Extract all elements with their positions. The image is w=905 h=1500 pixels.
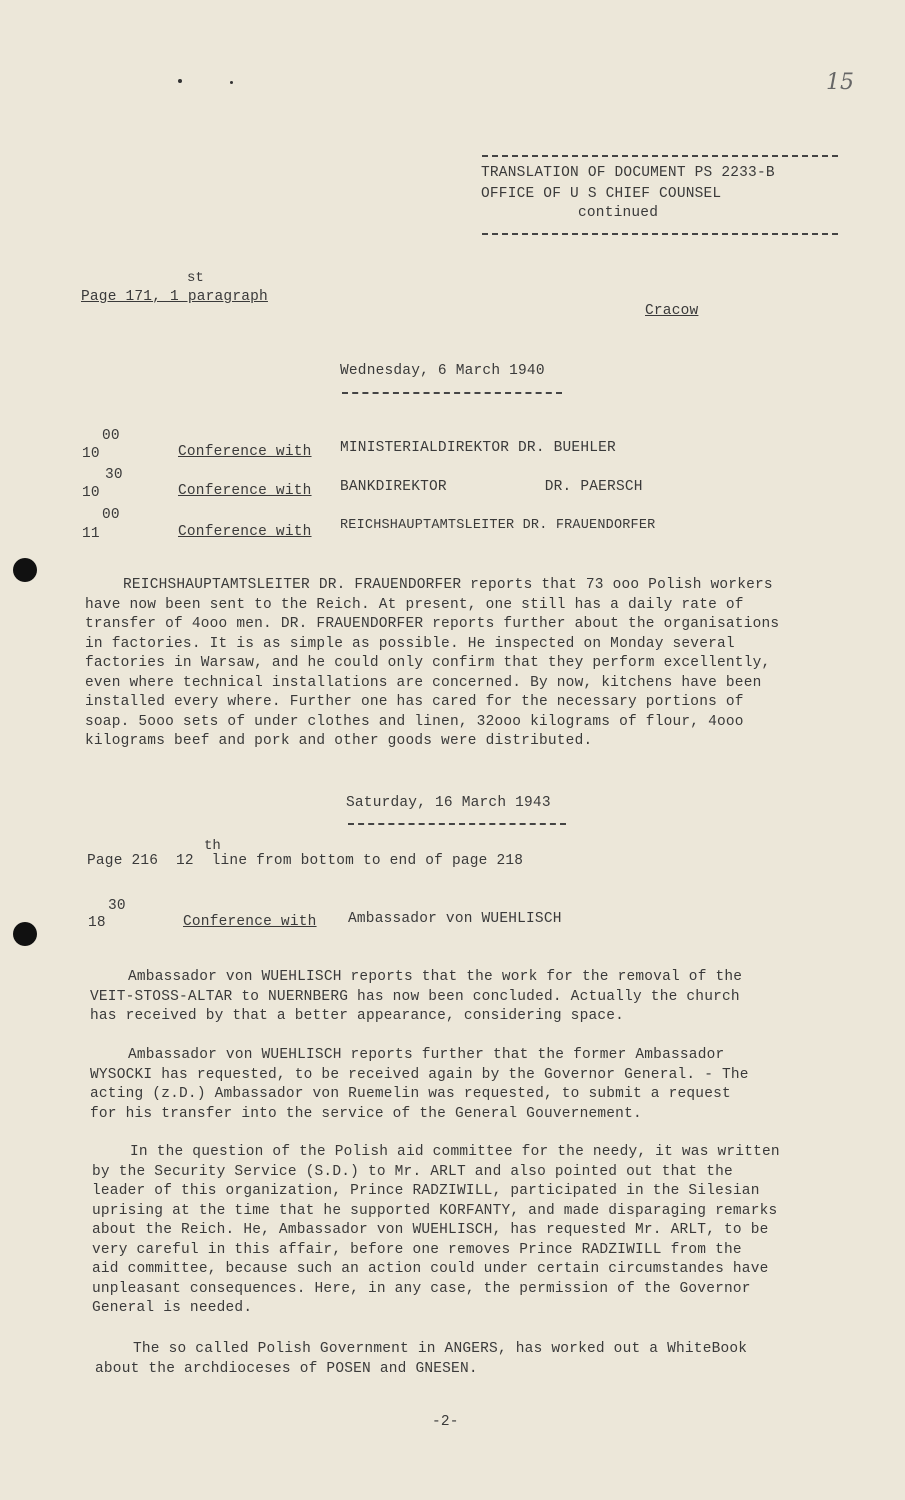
- date-rule-2: [348, 823, 566, 825]
- paragraph-4: [92, 1143, 780, 1319]
- ref2-text: Page 216 12 line from bottom to end of page 218: [87, 853, 524, 869]
- text-line: General is needed.: [92, 1300, 253, 1316]
- entry-label: Conference with: [183, 914, 317, 930]
- schedule-who: MINISTERIALDIREKTOR DR. BUEHLER: [340, 440, 616, 456]
- header-continued: continued: [578, 205, 659, 221]
- schedule-label: Conference with: [178, 444, 312, 460]
- text-line: WYSOCKI has requested, to be received again by the Governor General. - The: [90, 1066, 749, 1083]
- text-line: factories in Warsaw, and he could only confirm that they perform excellently,: [85, 655, 771, 671]
- date-heading-1: Wednesday, 6 March 1940: [340, 363, 545, 379]
- text-line: by the Security Service (S.D.) to Mr. ARLT and also pointed out that the: [92, 1163, 733, 1180]
- text-line: installed every where. Further one has cared for the necessary portions of: [85, 694, 744, 710]
- punch-hole: [13, 558, 37, 582]
- schedule-hour: 11: [82, 526, 100, 542]
- header-rule-bottom: [482, 233, 838, 235]
- entry-who: Ambassador von WUEHLISCH: [348, 911, 562, 927]
- schedule-who: REICHSHAUPTAMTSLEITER DR. FRAUENDORFER: [340, 518, 656, 533]
- schedule-hour: 10: [82, 446, 100, 462]
- text-line: REICHSHAUPTAMTSLEITER DR. FRAUENDORFER reports that 73 ooo Polish workers: [123, 577, 773, 593]
- header-title: TRANSLATION OF DOCUMENT PS 2233-B: [481, 165, 775, 181]
- paragraph-1: [85, 576, 779, 752]
- text-line: about the Reich. He, Ambassador von WUEHLISCH, has requested Mr. ARLT, to be: [92, 1222, 769, 1238]
- punch-hole: [13, 922, 37, 946]
- schedule-hour: 10: [82, 485, 100, 501]
- text-line: The so called Polish Government in ANGERS, has worked out a WhiteBook: [133, 1341, 748, 1357]
- text-line: leader of this organization, Prince RADZIWILL, participated in the Silesian: [92, 1183, 760, 1199]
- text-line: soap. 5ooo sets of under clothes and linen, 32ooo kilograms of flour, 4ooo: [85, 713, 744, 730]
- place-name: Cracow: [645, 303, 699, 319]
- paragraph-2: [90, 968, 742, 1027]
- handwritten-page-number: 15: [826, 70, 854, 95]
- text-line: even where technical installations are concerned. By now, kitchens have been: [85, 674, 762, 691]
- text-line: have now been sent to the Reich. At present, one still has a daily rate of: [85, 596, 744, 613]
- text-line: about the archdioceses of POSEN and GNESEN.: [95, 1360, 478, 1377]
- header-rule-top: [482, 155, 838, 157]
- text-line: Ambassador von WUEHLISCH reports that the work for the removal of the: [128, 969, 743, 985]
- text-line: In the question of the Polish aid committee for the needy, it was written: [130, 1144, 780, 1160]
- text-line: acting (z.D.) Ambassador von Ruemelin was requested, to submit a request: [90, 1086, 731, 1102]
- text-line: VEIT-STOSS-ALTAR to NUERNBERG has now been concluded. Actually the church: [90, 988, 740, 1005]
- paragraph-5: [95, 1340, 747, 1379]
- ref1-text: Page 171, 1 paragraph: [81, 289, 268, 305]
- ref2-superscript: th: [204, 838, 221, 854]
- page-number: -2-: [432, 1414, 459, 1430]
- stray-mark: [230, 81, 233, 84]
- text-line: kilograms beef and pork and other goods were distributed.: [85, 733, 593, 749]
- schedule-label: Conference with: [178, 524, 312, 540]
- schedule-who: BANKDIREKTOR DR. PAERSCH: [340, 479, 643, 495]
- text-line: uprising at the time that he supported KORFANTY, and made disparaging remarks: [92, 1202, 778, 1219]
- date-rule-1: [342, 392, 562, 394]
- paragraph-3: [90, 1046, 749, 1124]
- schedule-minute: 00: [102, 507, 120, 523]
- schedule-label: Conference with: [178, 483, 312, 499]
- text-line: in factories. It is as simple as possible. He inspected on Monday several: [85, 635, 735, 652]
- entry-minute: 30: [108, 898, 126, 914]
- text-line: has received by that a better appearance, considering space.: [90, 1008, 625, 1024]
- schedule-minute: 00: [102, 428, 120, 444]
- text-line: Ambassador von WUEHLISCH reports further that the former Ambassador: [128, 1047, 725, 1063]
- header-office: OFFICE OF U S CHIEF COUNSEL: [481, 186, 722, 202]
- text-line: unpleasant consequences. Here, in any case, the permission of the Governor: [92, 1280, 751, 1297]
- text-line: for his transfer into the service of the General Gouvernement.: [90, 1105, 642, 1122]
- stray-mark: [178, 79, 182, 83]
- date-heading-2: Saturday, 16 March 1943: [346, 795, 551, 811]
- text-line: aid committee, because such an action could under certain circumstandes have: [92, 1261, 769, 1277]
- entry-hour: 18: [88, 915, 106, 931]
- ref1-superscript: st: [187, 270, 204, 286]
- text-line: transfer of 4ooo men. DR. FRAUENDORFER reports further about the organisations: [85, 616, 780, 632]
- schedule-minute: 30: [105, 467, 123, 483]
- text-line: very careful in this affair, before one removes Prince RADZIWILL from the: [92, 1241, 742, 1258]
